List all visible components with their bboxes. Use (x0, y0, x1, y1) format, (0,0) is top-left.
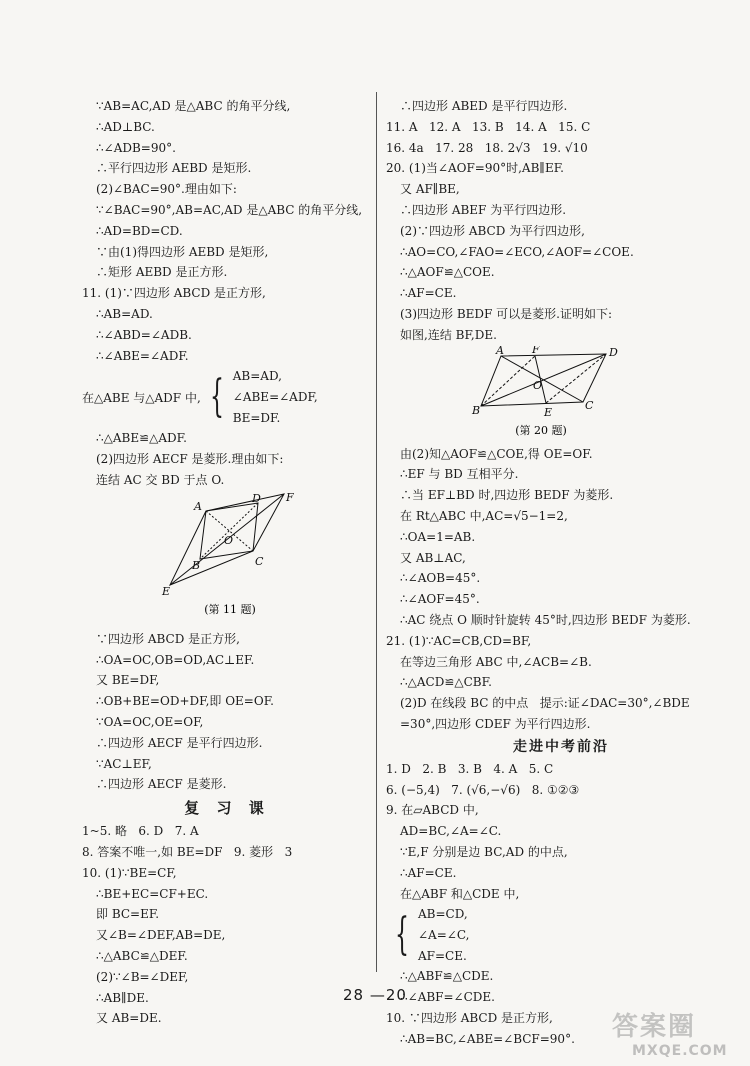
text-line: (3)四边形 BEDF 可以是菱形.证明如下: (400, 306, 613, 321)
figure-20-diagram (386, 346, 736, 444)
label-f: F (532, 345, 540, 356)
text-line: ∴平行四边形 AEBD 是矩形. (96, 161, 252, 176)
text-line: 连结 AC 交 BD 于点 O. (96, 472, 225, 487)
text-line: ∴四边形 ABEF 为平行四边形. (400, 202, 567, 217)
text-line: 1~5. 略 6. D 7. A (82, 824, 199, 839)
figure-11-diagram (82, 491, 372, 629)
left-text-block-1 (82, 96, 372, 366)
system-lines (418, 904, 469, 966)
text-line: ∴AD⊥BC. (96, 119, 155, 134)
label-c: C (255, 554, 264, 568)
text-line: (2)四边形 AECF 是菱形.理由如下: (96, 452, 284, 467)
left-text-block-3 (82, 629, 372, 795)
text-line: ∴AC 绕点 O 顺时针旋转 45°时,四边形 BEDF 为菱形. (400, 612, 691, 627)
text-line: ∴△ABE≌△ADF. (96, 431, 187, 446)
text-line: ∴BE+EC=CF+EC. (96, 886, 209, 901)
text-line: ∴AB∥DE. (96, 990, 149, 1005)
left-text-block-2 (82, 428, 372, 490)
text-line: (2)∠BAC=90°.理由如下: (96, 182, 237, 197)
text-line: 又 AB=DE. (96, 1011, 162, 1026)
label-b: B (472, 403, 481, 417)
text-line: ∴△ABC≌△DEF. (96, 948, 188, 963)
text-line: ∴OA=1=AB. (400, 529, 476, 544)
right-column (386, 96, 736, 1049)
text-line: 在 Rt△ABC 中,AC=√5−1=2, (400, 508, 568, 523)
system-lines (233, 366, 318, 428)
exam-heading: 走进中考前沿 (513, 738, 609, 755)
text-line: (2)D 在线段 BC 的中点 提示:证∠DAC=30°,∠BDE (400, 696, 690, 711)
text-line: 又∠B=∠DEF,AB=DE, (96, 928, 226, 943)
right-text-block-2 (386, 444, 736, 735)
text-line: 10. (1)∵BE=CF, (82, 865, 177, 880)
text-line: ∵E,F 分别是边 BC,AD 的中点, (400, 844, 568, 859)
label-b: B (192, 558, 201, 572)
right-text-block-1 (386, 96, 736, 346)
text-line: ∵OA=OC,OE=OF, (96, 714, 204, 729)
text-line: ∴AO=CO,∠FAO=∠ECO,∠AOF=∠COE. (400, 244, 634, 259)
brace-icon: { (395, 909, 409, 961)
text-line: ∵∠BAC=90°,AB=AC,AD 是△ABC 的角平分线, (96, 202, 363, 217)
text-line: 如图,连结 BF,DE. (400, 327, 497, 342)
review-heading: 复 习 课 (184, 799, 270, 818)
text-line: ∴矩形 AEBD 是正方形. (96, 265, 228, 280)
label-f: F (286, 490, 294, 504)
text-line: ∴∠ABE=∠ADF. (96, 348, 189, 363)
watermark-logo: 答案圈 (612, 1012, 697, 1042)
brace-icon: { (209, 371, 224, 423)
text-line: ∴AB=AD. (96, 306, 153, 321)
left-column (82, 96, 372, 1029)
text-line: 1. D 2. B 3. B 4. A 5. C (386, 761, 554, 776)
text-line: 在等边三角形 ABC 中,∠ACB=∠B. (400, 654, 592, 669)
text-line: =30°,四边形 CDEF 为平行四边形. (400, 716, 591, 731)
text-line: ∴∠AOB=45°. (400, 571, 481, 586)
figure-11 (82, 491, 372, 629)
system-line: ∠ABE=∠ADF, (232, 389, 318, 404)
text-line: ∴OA=OC,OB=OD,AC⊥EF. (96, 652, 255, 667)
label-a: A (496, 345, 504, 357)
text-line: 20. (1)当∠AOF=90°时,AB∥EF. (386, 161, 564, 176)
left-equation-system (82, 366, 372, 428)
text-line: 6. (−5,4) 7. (√6,−√6) 8. ①②③ (386, 782, 580, 797)
text-line: ∴AF=CE. (400, 865, 457, 880)
text-line: 又 BE=DF, (96, 673, 160, 688)
label-o: O (224, 533, 234, 547)
watermark (612, 1006, 742, 1064)
label-d: D (252, 491, 261, 505)
right-equation-system (386, 904, 736, 966)
text-line: 9. 在▱ABCD 中, (386, 803, 479, 818)
text-line: ∴∠AOF=45°. (400, 592, 480, 607)
text-line: 即 BC=EF. (96, 907, 160, 922)
text-line: 10. ∵四边形 ABCD 是正方形, (386, 1010, 553, 1025)
text-line: ∴OB+BE=OD+DF,即 OE=OF. (96, 694, 274, 709)
text-line: 在△ABF 和△CDE 中, (400, 886, 520, 901)
text-line: ∴四边形 AECF 是平行四边形. (96, 735, 263, 750)
text-line: ∴四边形 AECF 是菱形. (96, 777, 227, 792)
text-line: ∴AF=CE. (400, 286, 457, 301)
text-line: ∴四边形 ABED 是平行四边形. (400, 99, 568, 113)
text-line: AD=BC,∠A=∠C. (400, 824, 502, 839)
system-line: BE=DF. (232, 410, 281, 425)
text-line: ∵AB=AC,AD 是△ABC 的角平分线, (96, 99, 291, 113)
system-line: ∠A=∠C, (418, 927, 470, 942)
label-c: C (585, 398, 594, 412)
text-line: 16. 4a 17. 28 18. 2√3 19. √10 (386, 140, 588, 155)
label-e: E (162, 584, 171, 598)
text-line: ∴△ABF≌△CDE. (400, 969, 494, 984)
column-divider (376, 92, 377, 972)
label-o: O (533, 378, 543, 392)
right-text-block-3 (386, 759, 736, 905)
text-line: 由(2)知△AOF≌△COE,得 OE=OF. (400, 446, 593, 461)
text-line: ∴AD=BD=CD. (96, 223, 183, 238)
text-line: ∴EF 与 BD 互相平分. (400, 467, 519, 482)
text-line: 11. (1)∵四边形 ABCD 是正方形, (82, 286, 266, 301)
text-line: ∴当 EF⊥BD 时,四边形 BEDF 为菱形. (400, 488, 614, 503)
text-line: 8. 答案不唯一,如 BE=DF 9. 菱形 3 (82, 844, 293, 859)
text-line: ∴△AOF≌△COE. (400, 265, 495, 280)
system-prefix: 在△ABE 与△ADF 中, (82, 390, 201, 405)
text-line: ∴∠ADB=90°. (96, 140, 176, 155)
system-line: AB=CD, (418, 907, 468, 922)
figure-20 (386, 346, 736, 444)
label-d: D (609, 345, 618, 359)
figure-20-caption: (第 20 题) (515, 423, 567, 437)
page-number: 28 —20 (343, 986, 407, 1004)
text-line: ∴AB=BC,∠ABE=∠BCF=90°. (400, 1031, 575, 1046)
text-line: (2)∵四边形 ABCD 为平行四边形, (400, 223, 585, 238)
text-line: ∴∠ABD=∠ADB. (96, 327, 192, 342)
figure-11-caption: (第 11 题) (204, 602, 256, 616)
system-line: AF=CE. (418, 948, 467, 963)
watermark-url: MXQE.COM (632, 1043, 728, 1059)
text-line: (2)∵∠B=∠DEF, (96, 969, 189, 984)
system-line: AB=AD, (232, 369, 282, 384)
text-line: ∵四边形 ABCD 是正方形, (96, 631, 240, 646)
text-line: 11. A 12. A 13. B 14. A 15. C (386, 119, 591, 134)
text-line: ∴∠ABF=∠CDE. (400, 990, 495, 1005)
text-line: 又 AF∥BE, (400, 182, 460, 197)
text-line: 又 AB⊥AC, (400, 550, 466, 565)
text-line: ∵AC⊥EF, (96, 756, 152, 771)
text-line: 21. (1)∵AC=CB,CD=BF, (386, 633, 532, 648)
text-line: ∵由(1)得四边形 AEBD 是矩形, (96, 244, 269, 259)
label-e: E (544, 405, 553, 419)
text-line: ∴△ACD≌△CBF. (400, 675, 492, 690)
label-a: A (194, 499, 202, 513)
